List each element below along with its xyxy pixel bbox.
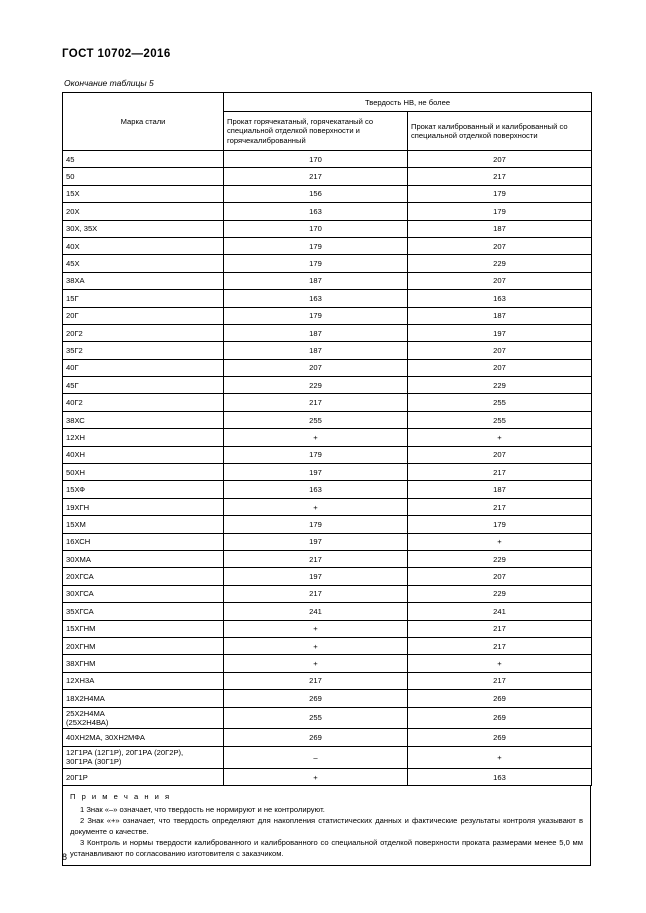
cell-calibrated-value: 207 [408, 272, 592, 289]
cell-grade: 50ХН [63, 464, 224, 481]
table-row [63, 151, 592, 168]
cell-grade: 40Г [63, 359, 224, 376]
cell-calibrated-value: + [408, 533, 592, 550]
table-row [63, 446, 592, 463]
cell-hot-rolled-value: 187 [224, 342, 408, 359]
cell-calibrated-value: 241 [408, 603, 592, 620]
cell-grade: 25Х2Н4МА (25Х2Н4ВА) [63, 707, 224, 729]
table-row [63, 429, 592, 446]
cell-grade: 45Х [63, 255, 224, 272]
header-grade: Марка стали [63, 93, 224, 151]
cell-calibrated-value: 229 [408, 585, 592, 602]
cell-hot-rolled-value: + [224, 655, 408, 672]
cell-hot-rolled-value: 255 [224, 707, 408, 729]
table-head [63, 93, 592, 151]
table-row [63, 672, 592, 689]
cell-hot-rolled-value: 207 [224, 359, 408, 376]
note-item: 1 Знак «–» означает, что твердость не нормируют и не контролируют. [80, 805, 325, 815]
cell-calibrated-value: + [408, 429, 592, 446]
cell-hot-rolled-value: 241 [224, 603, 408, 620]
cell-calibrated-value: 163 [408, 290, 592, 307]
cell-hot-rolled-value: 217 [224, 585, 408, 602]
cell-calibrated-value: 187 [408, 481, 592, 498]
cell-hot-rolled-value: 156 [224, 185, 408, 202]
cell-grade: 40Г2 [63, 394, 224, 411]
cell-hot-rolled-value: – [224, 746, 408, 768]
cell-grade: 19ХГН [63, 498, 224, 515]
cell-hot-rolled-value: 197 [224, 464, 408, 481]
table-row [63, 655, 592, 672]
cell-calibrated-value: 255 [408, 411, 592, 428]
cell-hot-rolled-value: + [224, 498, 408, 515]
cell-calibrated-value: 179 [408, 203, 592, 220]
table-row [63, 203, 592, 220]
cell-hot-rolled-value: 229 [224, 377, 408, 394]
cell-calibrated-value: 207 [408, 446, 592, 463]
cell-calibrated-value: 163 [408, 768, 592, 785]
cell-grade: 12ХН [63, 429, 224, 446]
cell-calibrated-value: 229 [408, 255, 592, 272]
cell-grade: 30ХГСА [63, 585, 224, 602]
cell-grade: 30Х, 35Х [63, 220, 224, 237]
header-hardness-group: Твердость HB, не более [224, 93, 592, 112]
note-item: 2 Знак «+» означает, что твердость определяют для накопления статистических данных и фактические результаты контроля указывают в документе о качестве. [70, 816, 583, 837]
cell-grade: 15Г [63, 290, 224, 307]
cell-hot-rolled-value: 217 [224, 168, 408, 185]
cell-calibrated-value: 179 [408, 185, 592, 202]
table-body [63, 151, 592, 786]
cell-calibrated-value: + [408, 655, 592, 672]
cell-hot-rolled-value: + [224, 637, 408, 654]
cell-grade: 20ХГСА [63, 568, 224, 585]
cell-grade: 38ХА [63, 272, 224, 289]
cell-calibrated-value: 217 [408, 498, 592, 515]
table-row [63, 637, 592, 654]
cell-calibrated-value: 207 [408, 568, 592, 585]
table-row [63, 237, 592, 254]
table-row [63, 324, 592, 341]
table-row [63, 550, 592, 567]
table-row [63, 533, 592, 550]
cell-calibrated-value: 217 [408, 637, 592, 654]
cell-calibrated-value: + [408, 746, 592, 768]
table-row [63, 746, 592, 768]
cell-grade: 15ХФ [63, 481, 224, 498]
cell-calibrated-value: 217 [408, 672, 592, 689]
table-row [63, 585, 592, 602]
table-row [63, 342, 592, 359]
cell-hot-rolled-value: 179 [224, 255, 408, 272]
cell-calibrated-value: 269 [408, 690, 592, 707]
cell-grade: 45Г [63, 377, 224, 394]
table-row [63, 359, 592, 376]
cell-hot-rolled-value: 179 [224, 307, 408, 324]
cell-grade: 45 [63, 151, 224, 168]
cell-grade: 15ХГНМ [63, 620, 224, 637]
header-hot-rolled: Прокат горячекатаный, горячекатаный со специальной отделкой поверхности и горячекалиброванный [224, 112, 408, 151]
cell-hot-rolled-value: 217 [224, 394, 408, 411]
cell-grade: 20Г [63, 307, 224, 324]
cell-hot-rolled-value: 170 [224, 151, 408, 168]
table-row [63, 481, 592, 498]
notes-title: П р и м е ч а н и я [70, 792, 172, 802]
cell-calibrated-value: 207 [408, 237, 592, 254]
cell-hot-rolled-value: 197 [224, 533, 408, 550]
cell-calibrated-value: 269 [408, 729, 592, 746]
hardness-table [62, 92, 592, 786]
cell-hot-rolled-value: 187 [224, 272, 408, 289]
cell-hot-rolled-value: 179 [224, 516, 408, 533]
table-row [63, 707, 592, 729]
cell-grade: 16ХСН [63, 533, 224, 550]
cell-grade: 15ХМ [63, 516, 224, 533]
cell-grade: 12Г1РА (12Г1Р), 20Г1РА (20Г2Р), 30Г1РА (30Г1Р) [63, 746, 224, 768]
cell-hot-rolled-value: 163 [224, 203, 408, 220]
table-caption: Окончание таблицы 5 [64, 78, 154, 88]
table-row [63, 690, 592, 707]
cell-hot-rolled-value: 269 [224, 690, 408, 707]
cell-calibrated-value: 207 [408, 342, 592, 359]
cell-calibrated-value: 187 [408, 220, 592, 237]
cell-hot-rolled-value: + [224, 620, 408, 637]
cell-calibrated-value: 207 [408, 359, 592, 376]
cell-grade: 40ХН2МА, 30ХН2МФА [63, 729, 224, 746]
cell-hot-rolled-value: + [224, 429, 408, 446]
cell-hot-rolled-value: 179 [224, 446, 408, 463]
standard-title: ГОСТ 10702—2016 [62, 48, 171, 60]
table-row [63, 220, 592, 237]
table-row [63, 568, 592, 585]
table-row [63, 290, 592, 307]
cell-hot-rolled-value: 163 [224, 481, 408, 498]
table-row [63, 394, 592, 411]
cell-hot-rolled-value: 269 [224, 729, 408, 746]
page-number: 8 [62, 852, 68, 862]
cell-grade: 50 [63, 168, 224, 185]
cell-calibrated-value: 229 [408, 377, 592, 394]
cell-hot-rolled-value: + [224, 768, 408, 785]
cell-hot-rolled-value: 217 [224, 672, 408, 689]
notes-list [70, 804, 583, 859]
cell-calibrated-value: 179 [408, 516, 592, 533]
table-row [63, 255, 592, 272]
cell-hot-rolled-value: 163 [224, 290, 408, 307]
header-calibrated: Прокат калиброванный и калиброванный со специальной отделкой поверхности [408, 112, 592, 151]
cell-calibrated-value: 217 [408, 620, 592, 637]
cell-calibrated-value: 217 [408, 464, 592, 481]
cell-hot-rolled-value: 197 [224, 568, 408, 585]
table-row [63, 729, 592, 746]
table-header-row-1 [63, 93, 592, 112]
cell-calibrated-value: 269 [408, 707, 592, 729]
cell-grade: 40ХН [63, 446, 224, 463]
cell-calibrated-value: 229 [408, 550, 592, 567]
cell-grade: 20Г1Р [63, 768, 224, 785]
cell-grade: 12ХН3А [63, 672, 224, 689]
table-row [63, 307, 592, 324]
table-row [63, 272, 592, 289]
cell-grade: 35Г2 [63, 342, 224, 359]
cell-calibrated-value: 255 [408, 394, 592, 411]
cell-grade: 38ХС [63, 411, 224, 428]
cell-grade: 20Х [63, 203, 224, 220]
table-row [63, 603, 592, 620]
cell-grade: 15Х [63, 185, 224, 202]
cell-grade: 35ХГСА [63, 603, 224, 620]
note-item: 3 Контроль и нормы твердости калиброванного и калиброванного со специальной отделкой поверхности проката размерами менее 5,0 мм устанавливают по согласованию изготовителя с заказчиком. [70, 838, 583, 859]
cell-calibrated-value: 197 [408, 324, 592, 341]
table-row [63, 768, 592, 785]
table-row [63, 464, 592, 481]
cell-hot-rolled-value: 170 [224, 220, 408, 237]
cell-grade: 30ХМА [63, 550, 224, 567]
table-row [63, 516, 592, 533]
cell-hot-rolled-value: 179 [224, 237, 408, 254]
cell-grade: 40Х [63, 237, 224, 254]
cell-grade: 18Х2Н4МА [63, 690, 224, 707]
table-row [63, 620, 592, 637]
cell-hot-rolled-value: 187 [224, 324, 408, 341]
cell-calibrated-value: 207 [408, 151, 592, 168]
cell-hot-rolled-value: 255 [224, 411, 408, 428]
cell-grade: 20ХГНМ [63, 637, 224, 654]
cell-grade: 38ХГНМ [63, 655, 224, 672]
notes-block [62, 786, 591, 866]
cell-calibrated-value: 187 [408, 307, 592, 324]
cell-grade: 20Г2 [63, 324, 224, 341]
table-row [63, 411, 592, 428]
table-row [63, 168, 592, 185]
table-row [63, 498, 592, 515]
table-row [63, 377, 592, 394]
cell-calibrated-value: 217 [408, 168, 592, 185]
cell-hot-rolled-value: 217 [224, 550, 408, 567]
table-row [63, 185, 592, 202]
